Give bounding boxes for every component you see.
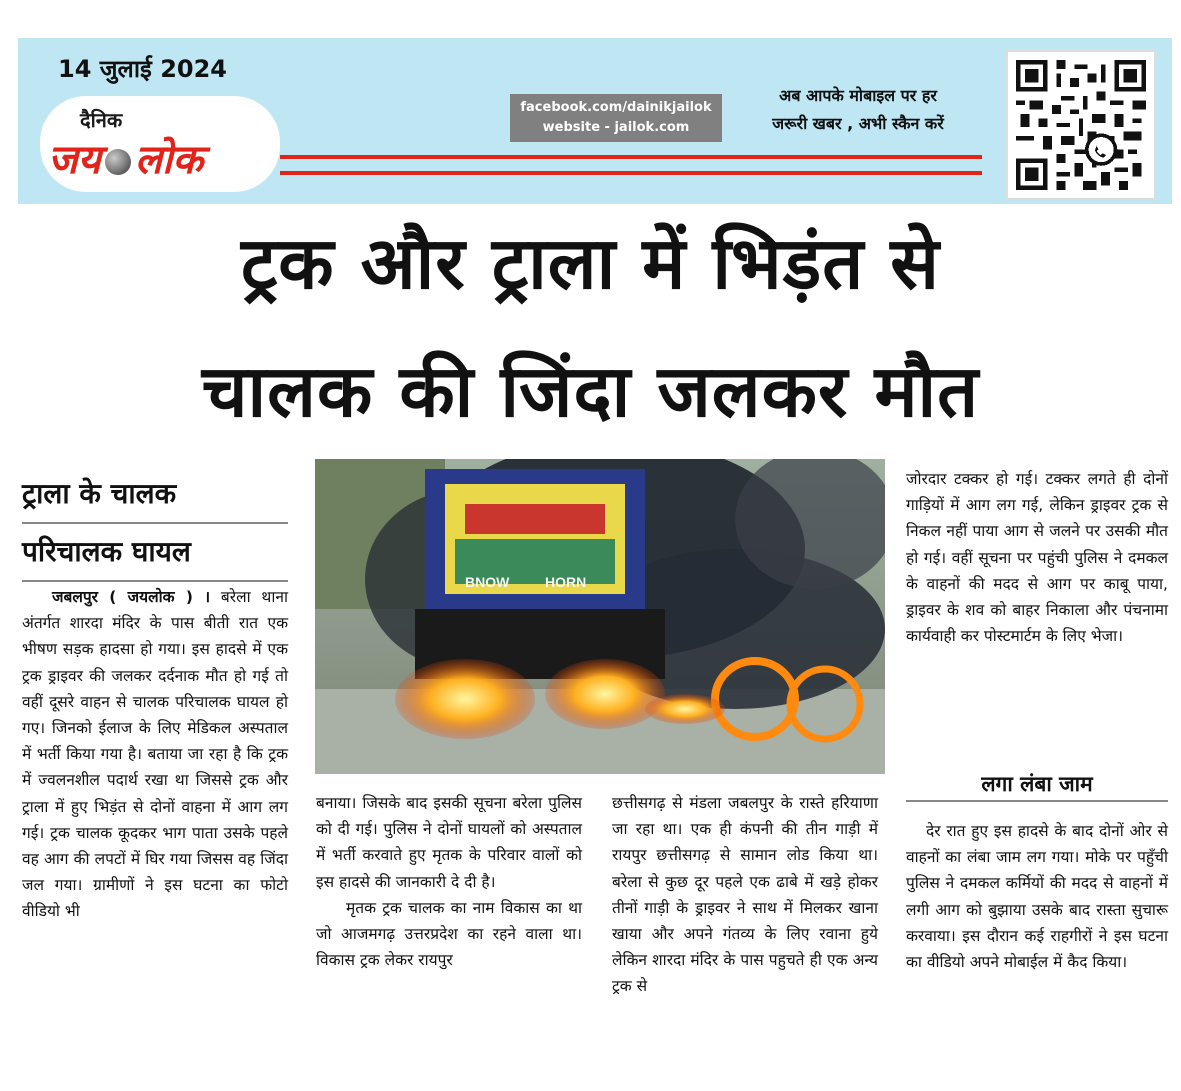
news-photo-burning-truck	[315, 459, 885, 774]
article-column-1	[22, 584, 288, 925]
scan-promo	[738, 82, 978, 138]
globe-icon	[105, 149, 131, 175]
article-col3-text: छत्तीसगढ़ से मंडला जबलपुर के रास्ते हरियाणा जा रहा था। एक ही कंपनी की तीन गाड़ी में रायपुर छत्तीसगढ़ से सामान लोड किया था। बरेला से कुछ दूर पहले एक ढाबे में खड़े होकर तीनों गाड़ी के ड्राइवर ने साथ में मिलकर खाना खाया और अपने गंतव्य के लिए रवाना हुये लेकिन शारदा मंदिर के पास पहुचते ही एक अन्य ट्रक से	[612, 794, 878, 996]
truck-text-horn: HORN	[545, 574, 587, 590]
masthead-rule-bottom	[280, 171, 982, 175]
article-col5-text: देर रात हुए इस हादसे के बाद दोनों ओर से वाहनों का लंबा जाम लग गया। मोके पर पहुँची पुलिस ने दमकल कर्मियों की मदद से वाहनों में लगी आग को बुझाया उसके बाद रास्ता सुचारू करवाया। इस दौरान कई राहगीरों ने इस घटना का वीडियो अपने मोबाईल में कैद किया।	[906, 822, 1168, 972]
article-column-4	[906, 466, 1168, 649]
article-col2-para1: बनाया। जिसके बाद इसकी सूचना बरेला पुलिस को दी गई। पुलिस ने दोनों घायलों को अस्पताल में भर्ती करवाते हुए मृतक के परिवार वालों को इस हादसे की जानकारी दे दी है।	[316, 794, 582, 891]
article-column-2	[316, 790, 582, 973]
newspaper-logo[interactable]	[40, 96, 280, 192]
subheadline-line-1: ट्राला के चालक	[22, 466, 288, 524]
article-col1-text: बरेला थाना अंतर्गत शारदा मंदिर के पास बीती रात एक भीषण सड़क हादसा हो गया। इस हादसे में एक ट्रक ड्राइवर की जलकर दर्दनाक मौत हो गई तो वहीं दूसरे वाहन से चालक परिचालक घायल हो गए। जिनको ईलाज के लिए मेडिकल अस्पताल में भर्ती किया गया है। बताया जा रहा है कि ट्रक में ज्वलनशील पदार्थ रखा था जिससे ट्रक और ट्राला में हुए भिड़ंत से दोनों वाहना में आग लग गई। ट्रक चालक कूदकर भाग पाता उसके पहले वह आग की लपटों में घिर गया जिसस वह जिंदा जल गया। ग्रामीणों ने इस घटना का फोटो वीडियो भी	[22, 588, 288, 921]
logo-wordmark	[48, 130, 203, 185]
dateline: जबलपुर ( जयलोक ) ।	[52, 588, 211, 606]
section-heading-jam: लगा लंबा जाम	[906, 770, 1168, 802]
article-col2-para2: मृतक ट्रक चालक का नाम विकास का था जो आजमगढ़ उत्तरप्रदेश का रहने वाला था। विकास ट्रक लेकर रायपुर	[316, 898, 582, 970]
logo-word-jai: जय	[48, 137, 101, 183]
qr-code-icon	[1016, 60, 1146, 190]
burning-truck-image	[315, 459, 885, 774]
qr-code[interactable]	[1006, 50, 1156, 200]
truck-text-bnow: BNOW	[465, 574, 510, 590]
masthead	[18, 38, 1172, 204]
issue-date: 14 जुलाई 2024	[58, 55, 227, 83]
subheadline-line-2: परिचालक घायल	[22, 524, 288, 582]
logo-word-lok: लोक	[134, 137, 204, 183]
promo-line-1: अब आपके मोबाइल पर हर	[779, 86, 937, 105]
logo-prefix: दैनिक	[80, 108, 123, 132]
masthead-rule-top	[280, 155, 982, 159]
website-link[interactable]: website - jailok.com	[542, 120, 690, 135]
promo-line-2: जरूरी खबर , अभी स्कैन करें	[772, 114, 944, 133]
facebook-link[interactable]: facebook.com/dainikjailok	[520, 100, 712, 115]
article-column-5	[906, 818, 1168, 975]
social-links-box	[510, 94, 722, 142]
article-col4-text: जोरदार टक्कर हो गई। टक्कर लगते ही दोनों गाड़ियों में आग लग गई, लेकिन ड्राइवर ट्रक से निकल नहीं पाया आग से जलने पर उसकी मौत हो गई। वहीं सूचना पर पहुंची पुलिस ने दमकल के वाहनों की मदद से आग पर काबू पाया, ड्राइवर के शव को बाहर निकाला और पंचनामा कार्यवाही कर पोस्टमार्टम के लिए भेजा।	[906, 470, 1168, 646]
article-column-3	[612, 790, 878, 1000]
subheadline	[22, 466, 288, 582]
headline-line-1: ट्रक और ट्राला में भिड़ंत से	[241, 221, 940, 305]
headline-line-2: चालक की जिंदा जलकर मौत	[201, 349, 980, 433]
